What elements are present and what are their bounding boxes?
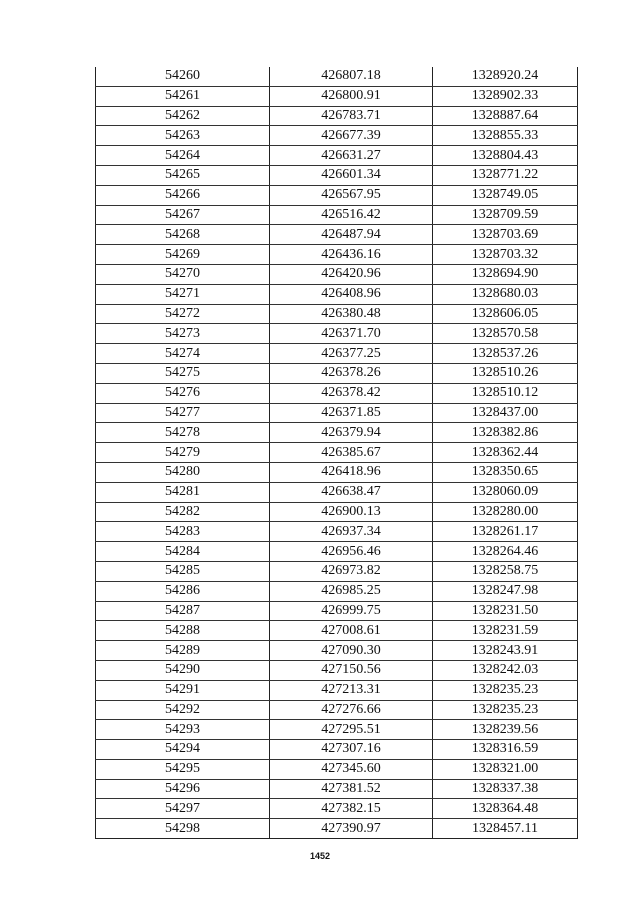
point-id-cell: 54270 (96, 264, 270, 284)
point-id-cell: 54286 (96, 581, 270, 601)
x-coordinate-cell: 426379.94 (270, 423, 433, 443)
table-row (96, 720, 578, 740)
point-id-cell: 54267 (96, 205, 270, 225)
x-coordinate-cell: 427090.30 (270, 641, 433, 661)
point-id-cell: 54285 (96, 561, 270, 581)
point-id-cell: 54264 (96, 146, 270, 166)
table-row (96, 819, 578, 839)
point-id-cell: 54290 (96, 660, 270, 680)
y-coordinate-cell: 1328350.65 (433, 462, 578, 482)
x-coordinate-cell: 426956.46 (270, 542, 433, 562)
x-coordinate-cell: 426420.96 (270, 264, 433, 284)
y-coordinate-cell: 1328264.46 (433, 542, 578, 562)
x-coordinate-cell: 427213.31 (270, 680, 433, 700)
x-coordinate-cell: 426807.18 (270, 67, 433, 86)
y-coordinate-cell: 1328437.00 (433, 403, 578, 423)
x-coordinate-cell: 426937.34 (270, 522, 433, 542)
x-coordinate-cell: 426973.82 (270, 561, 433, 581)
x-coordinate-cell: 426371.85 (270, 403, 433, 423)
point-id-cell: 54266 (96, 185, 270, 205)
x-coordinate-cell: 426985.25 (270, 581, 433, 601)
x-coordinate-cell: 426999.75 (270, 601, 433, 621)
table-row (96, 621, 578, 641)
point-id-cell: 54272 (96, 304, 270, 324)
table-row (96, 542, 578, 562)
table-row (96, 86, 578, 106)
x-coordinate-cell: 426638.47 (270, 482, 433, 502)
y-coordinate-cell: 1328855.33 (433, 126, 578, 146)
table-row (96, 185, 578, 205)
y-coordinate-cell: 1328243.91 (433, 641, 578, 661)
point-id-cell: 54271 (96, 284, 270, 304)
point-id-cell: 54281 (96, 482, 270, 502)
point-id-cell: 54263 (96, 126, 270, 146)
point-id-cell: 54280 (96, 462, 270, 482)
y-coordinate-cell: 1328235.23 (433, 680, 578, 700)
y-coordinate-cell: 1328321.00 (433, 759, 578, 779)
table-row (96, 660, 578, 680)
table-row (96, 146, 578, 166)
table-row (96, 561, 578, 581)
x-coordinate-cell: 427345.60 (270, 759, 433, 779)
table-row (96, 423, 578, 443)
y-coordinate-cell: 1328247.98 (433, 581, 578, 601)
point-id-cell: 54289 (96, 641, 270, 661)
point-id-cell: 54287 (96, 601, 270, 621)
y-coordinate-cell: 1328709.59 (433, 205, 578, 225)
point-id-cell: 54298 (96, 819, 270, 839)
y-coordinate-cell: 1328382.86 (433, 423, 578, 443)
y-coordinate-cell: 1328694.90 (433, 264, 578, 284)
table-row (96, 205, 578, 225)
y-coordinate-cell: 1328261.17 (433, 522, 578, 542)
table-row (96, 165, 578, 185)
table-row (96, 106, 578, 126)
x-coordinate-cell: 427150.56 (270, 660, 433, 680)
table-row (96, 344, 578, 364)
table-row (96, 601, 578, 621)
point-id-cell: 54275 (96, 363, 270, 383)
table-row (96, 779, 578, 799)
y-coordinate-cell: 1328231.50 (433, 601, 578, 621)
y-coordinate-cell: 1328570.58 (433, 324, 578, 344)
y-coordinate-cell: 1328362.44 (433, 443, 578, 463)
table-row (96, 443, 578, 463)
point-id-cell: 54274 (96, 344, 270, 364)
x-coordinate-cell: 426385.67 (270, 443, 433, 463)
coordinate-table-body (96, 67, 578, 839)
point-id-cell: 54297 (96, 799, 270, 819)
y-coordinate-cell: 1328242.03 (433, 660, 578, 680)
table-row (96, 324, 578, 344)
y-coordinate-cell: 1328239.56 (433, 720, 578, 740)
table-row (96, 403, 578, 423)
y-coordinate-cell: 1328887.64 (433, 106, 578, 126)
x-coordinate-cell: 426567.95 (270, 185, 433, 205)
table-row (96, 641, 578, 661)
point-id-cell: 54277 (96, 403, 270, 423)
page-number: 1452 (309, 851, 331, 861)
point-id-cell: 54279 (96, 443, 270, 463)
y-coordinate-cell: 1328060.09 (433, 482, 578, 502)
x-coordinate-cell: 426436.16 (270, 245, 433, 265)
y-coordinate-cell: 1328510.12 (433, 383, 578, 403)
point-id-cell: 54262 (96, 106, 270, 126)
y-coordinate-cell: 1328920.24 (433, 67, 578, 86)
table-row (96, 700, 578, 720)
point-id-cell: 54295 (96, 759, 270, 779)
point-id-cell: 54282 (96, 502, 270, 522)
y-coordinate-cell: 1328258.75 (433, 561, 578, 581)
point-id-cell: 54269 (96, 245, 270, 265)
y-coordinate-cell: 1328337.38 (433, 779, 578, 799)
x-coordinate-cell: 426631.27 (270, 146, 433, 166)
point-id-cell: 54293 (96, 720, 270, 740)
table-row (96, 67, 578, 86)
table-row (96, 799, 578, 819)
point-id-cell: 54278 (96, 423, 270, 443)
y-coordinate-cell: 1328771.22 (433, 165, 578, 185)
point-id-cell: 54292 (96, 700, 270, 720)
x-coordinate-cell: 427381.52 (270, 779, 433, 799)
x-coordinate-cell: 427307.16 (270, 740, 433, 760)
x-coordinate-cell: 426371.70 (270, 324, 433, 344)
x-coordinate-cell: 426677.39 (270, 126, 433, 146)
y-coordinate-cell: 1328749.05 (433, 185, 578, 205)
point-id-cell: 54261 (96, 86, 270, 106)
point-id-cell: 54291 (96, 680, 270, 700)
y-coordinate-cell: 1328703.32 (433, 245, 578, 265)
x-coordinate-cell: 427276.66 (270, 700, 433, 720)
table-row (96, 284, 578, 304)
y-coordinate-cell: 1328231.59 (433, 621, 578, 641)
x-coordinate-cell: 426378.26 (270, 363, 433, 383)
table-row (96, 581, 578, 601)
y-coordinate-cell: 1328457.11 (433, 819, 578, 839)
x-coordinate-cell: 426378.42 (270, 383, 433, 403)
y-coordinate-cell: 1328316.59 (433, 740, 578, 760)
table-row (96, 126, 578, 146)
point-id-cell: 54288 (96, 621, 270, 641)
table-row (96, 740, 578, 760)
x-coordinate-cell: 426380.48 (270, 304, 433, 324)
y-coordinate-cell: 1328280.00 (433, 502, 578, 522)
point-id-cell: 54268 (96, 225, 270, 245)
table-row (96, 462, 578, 482)
x-coordinate-cell: 426900.13 (270, 502, 433, 522)
y-coordinate-cell: 1328680.03 (433, 284, 578, 304)
point-id-cell: 54276 (96, 383, 270, 403)
point-id-cell: 54265 (96, 165, 270, 185)
table-row (96, 304, 578, 324)
point-id-cell: 54260 (96, 67, 270, 86)
table-row (96, 759, 578, 779)
table-row (96, 502, 578, 522)
x-coordinate-cell: 426377.25 (270, 344, 433, 364)
x-coordinate-cell: 427008.61 (270, 621, 433, 641)
table-row (96, 383, 578, 403)
y-coordinate-cell: 1328364.48 (433, 799, 578, 819)
y-coordinate-cell: 1328537.26 (433, 344, 578, 364)
y-coordinate-cell: 1328235.23 (433, 700, 578, 720)
coordinate-table (95, 67, 578, 839)
point-id-cell: 54294 (96, 740, 270, 760)
table-row (96, 225, 578, 245)
y-coordinate-cell: 1328902.33 (433, 86, 578, 106)
table-row (96, 264, 578, 284)
table-row (96, 245, 578, 265)
table-row (96, 482, 578, 502)
y-coordinate-cell: 1328804.43 (433, 146, 578, 166)
x-coordinate-cell: 426487.94 (270, 225, 433, 245)
point-id-cell: 54283 (96, 522, 270, 542)
y-coordinate-cell: 1328703.69 (433, 225, 578, 245)
point-id-cell: 54273 (96, 324, 270, 344)
table-row (96, 522, 578, 542)
x-coordinate-cell: 426601.34 (270, 165, 433, 185)
x-coordinate-cell: 426418.96 (270, 462, 433, 482)
x-coordinate-cell: 427390.97 (270, 819, 433, 839)
y-coordinate-cell: 1328510.26 (433, 363, 578, 383)
x-coordinate-cell: 426408.96 (270, 284, 433, 304)
table-row (96, 680, 578, 700)
x-coordinate-cell: 426516.42 (270, 205, 433, 225)
point-id-cell: 54284 (96, 542, 270, 562)
x-coordinate-cell: 427382.15 (270, 799, 433, 819)
table-row (96, 363, 578, 383)
x-coordinate-cell: 426800.91 (270, 86, 433, 106)
x-coordinate-cell: 427295.51 (270, 720, 433, 740)
point-id-cell: 54296 (96, 779, 270, 799)
x-coordinate-cell: 426783.71 (270, 106, 433, 126)
y-coordinate-cell: 1328606.05 (433, 304, 578, 324)
